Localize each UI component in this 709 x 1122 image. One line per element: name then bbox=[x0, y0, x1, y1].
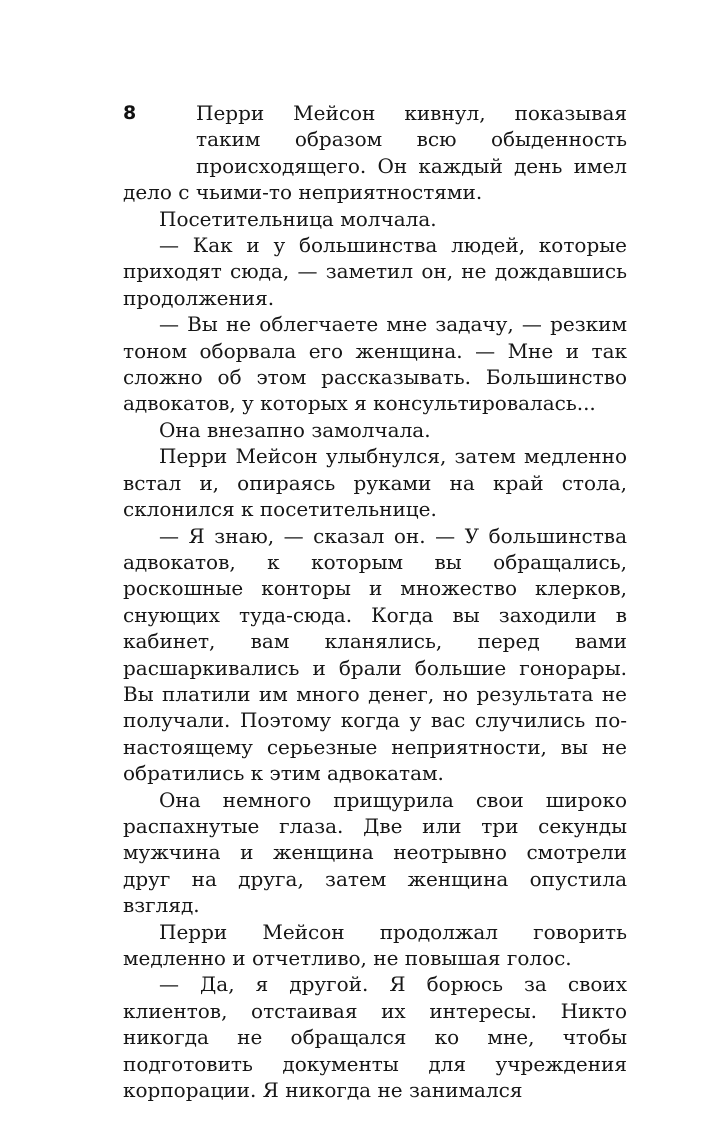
body-text bbox=[123, 100, 627, 1103]
paragraph-4: — Вы не облегчаете мне задачу, — резким тоном оборвала его женщина. — Мне и так сложно об этом рассказывать. Большинство адвокатов, у которых я консультировалась... bbox=[123, 312, 627, 416]
paragraph-5: Она внезапно замолчала. bbox=[159, 417, 431, 442]
paragraph-8: Она немного прищурила свои широко распахнутые глаза. Две или три секунды мужчина и женщина неотрывно смотрели друг на друга, затем женщина опустила взгляд. bbox=[123, 787, 627, 918]
paragraph-10: — Да, я другой. Я борюсь за своих клиентов, отстаивая их интересы. Никто никогда не обращался ко мне, чтобы подготовить документы для учреждения корпорации. Я никогда не занимался bbox=[123, 972, 627, 1103]
page-number-spacer bbox=[123, 100, 196, 153]
paragraph-1: Перри Мейсон кивнул, показывая таким образом всю обыденность происходящего. Он каждый день имел дело с чьими-то неприятностями. bbox=[123, 101, 627, 205]
page-number: 8 bbox=[123, 102, 137, 124]
paragraph-6: Перри Мейсон улыбнулся, затем медленно встал и, опираясь руками на край стола, склонился к посетительнице. bbox=[123, 444, 627, 522]
paragraph-9: Перри Мейсон продолжал говорить медленно и отчетливо, не повышая голос. bbox=[123, 919, 627, 970]
paragraph-2: Посетительница молчала. bbox=[159, 206, 437, 231]
paragraph-3: — Как и у большинства людей, которые приходят сюда, — заметил он, не дождавшись продолжения. bbox=[123, 233, 627, 310]
paragraph-7: — Я знаю, — сказал он. — У большинства адвокатов, к которым вы обращались, роскошные конторы и множество клерков, снующих туда-сюда. Когда вы заходили в кабинет, вам кланялись, перед вами расшаркивались и брали большие гонорары. Вы платили им много денег, но результата не получали. Поэтому когда у вас случились по-настоящему серьезные неприятности, вы не обратились к этим адвокатам. bbox=[123, 523, 627, 786]
